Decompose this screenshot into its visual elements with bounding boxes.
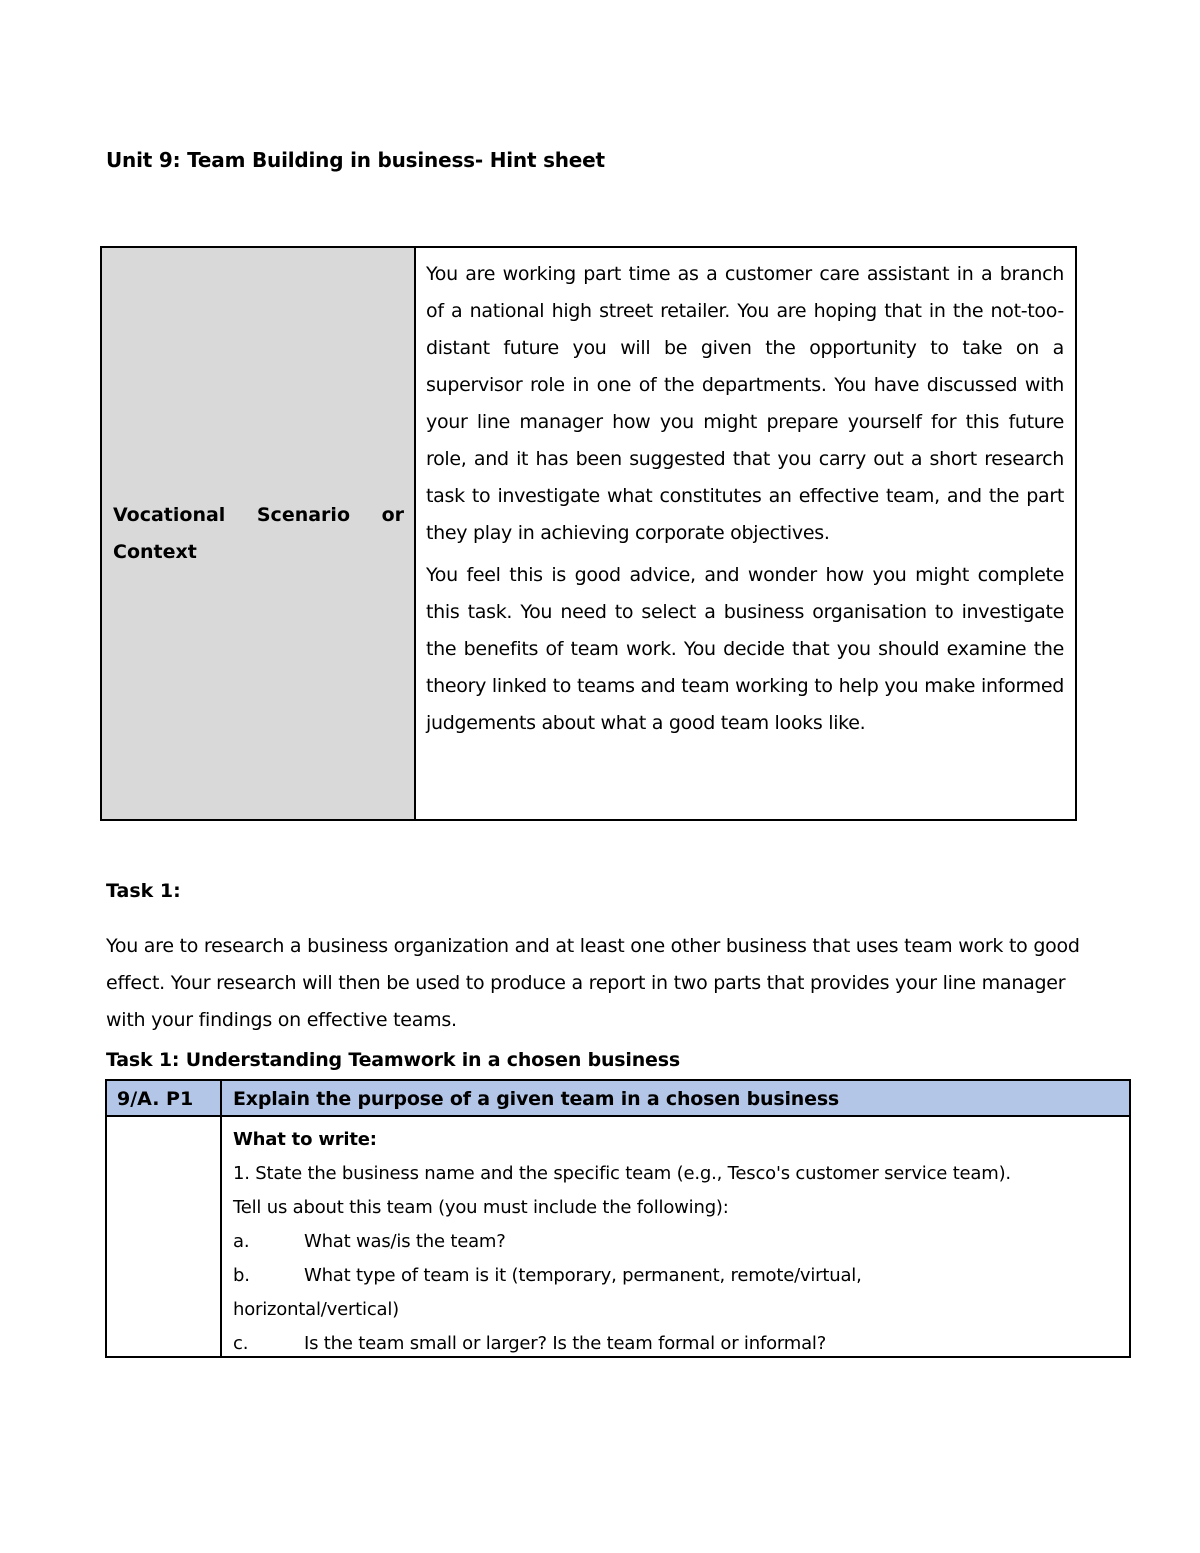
scenario-table <box>100 246 1077 821</box>
criteria-header-row <box>107 1081 1129 1117</box>
page-title: Unit 9: Team Building in business- Hint sheet <box>106 148 605 172</box>
scenario-label-cell <box>102 248 416 819</box>
scenario-label <box>113 497 404 571</box>
instruction-item-1: 1. State the business name and the specific team (e.g., Tesco's customer service team). <box>233 1163 1011 1184</box>
what-to-write-label: What to write: <box>233 1129 377 1150</box>
criteria-content <box>222 1117 1129 1356</box>
criteria-code: 9/A. P1 <box>107 1081 222 1115</box>
sub-item-a <box>233 1225 1129 1259</box>
sub-item-b-continuation: horizontal/vertical) <box>233 1299 399 1320</box>
scenario-paragraph: You feel this is good advice, and wonder how you might complete this task. You need to select a business organisation to investigate the benefits of team work. You decide that you should examine the theory linked to teams and team working to help you make informed judgements about what a good team looks like. <box>426 564 1064 734</box>
sub-item-letter: c. <box>233 1333 249 1354</box>
scenario-label-line-1 <box>113 497 404 534</box>
scenario-label-word: Vocational <box>113 503 226 526</box>
task-heading: Task 1: <box>106 880 181 902</box>
scenario-text-cell <box>416 248 1075 819</box>
sub-item-letter: a. <box>233 1231 250 1252</box>
instruction-tell-us: Tell us about this team (you must include the following): <box>233 1197 729 1218</box>
criteria-title: Explain the purpose of a given team in a chosen business <box>233 1088 840 1110</box>
criteria-table <box>105 1079 1131 1358</box>
scenario-paragraph: You are working part time as a customer care assistant in a branch of a national high street retailer. You are hoping that in the not-too-distant future you will be given the opportunity to take on a supervisor role in one of the departments. You have discussed with your line manager how you might prepare yourself for this future role, and it has been suggested that you carry out a short research task to investigate what constitutes an effective team, and the part they play in achieving corporate objectives. <box>426 263 1064 544</box>
sub-item-letter: b. <box>233 1265 250 1286</box>
sub-item-text: What was/is the team? <box>304 1231 506 1252</box>
scenario-label-line-2: Context <box>113 540 197 563</box>
task-subheading: Task 1: Understanding Teamwork in a chosen business <box>106 1049 680 1071</box>
sub-item-text: What type of team is it (temporary, permanent, remote/virtual, <box>304 1265 862 1286</box>
criteria-empty-cell <box>107 1117 222 1356</box>
scenario-label-word: Scenario <box>256 503 350 526</box>
sub-item-c <box>233 1327 1129 1361</box>
criteria-body-row <box>107 1117 1129 1356</box>
task-intro: You are to research a business organization and at least one other business that uses team work to good effect. Your research will then be used to produce a report in two parts that provides your line manager with your findings on effective teams. <box>106 935 1080 1031</box>
sub-item-b <box>233 1259 1129 1293</box>
scenario-label-word: or <box>381 503 404 526</box>
sub-item-text: Is the team small or larger? Is the team formal or informal? <box>304 1333 827 1354</box>
